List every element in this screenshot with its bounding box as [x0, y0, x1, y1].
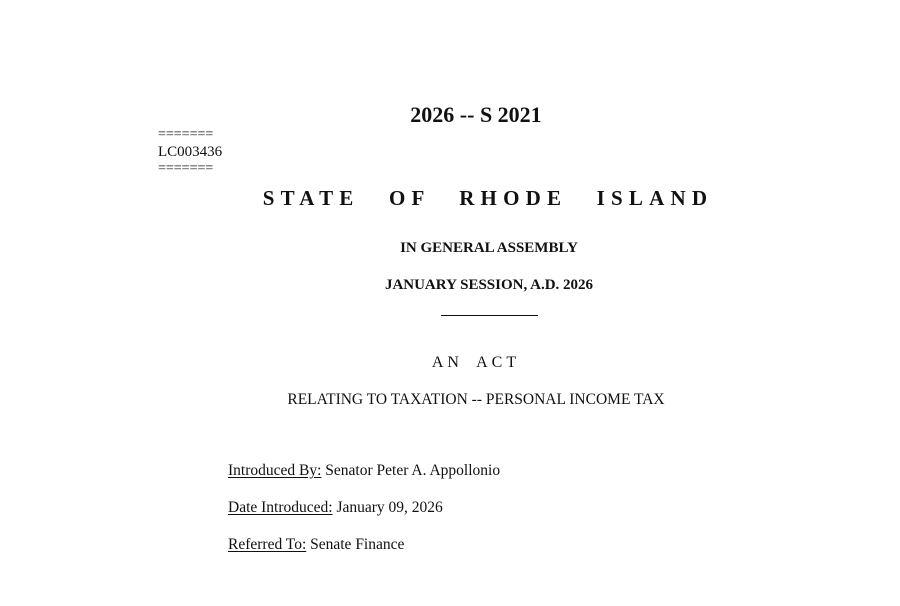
date-introduced-line [228, 497, 443, 519]
referred-to-line [228, 534, 404, 556]
lc-rule-bottom: ======= [158, 161, 214, 176]
bill-number: 2026 -- S 2021 [410, 102, 542, 127]
introduced-by-value: Senator Peter A. Appollonio [321, 462, 501, 479]
act-title: AN ACT [431, 354, 521, 371]
assembly-heading: IN GENERAL ASSEMBLY [400, 240, 578, 256]
lc-code-block [158, 129, 222, 175]
state-heading: STATE OF RHODE ISLAND [262, 186, 714, 210]
lc-rule-top: ======= [158, 127, 214, 142]
introduced-by-label: Introduced By: [228, 462, 322, 479]
referred-to-label: Referred To: [228, 536, 307, 553]
introduced-by-line [228, 460, 500, 482]
session-heading: JANUARY SESSION, A.D. 2026 [384, 277, 594, 293]
heading-divider [441, 315, 538, 316]
date-introduced-label: Date Introduced: [228, 499, 333, 516]
lc-code: LC003436 [158, 144, 223, 160]
date-introduced-value: January 09, 2026 [332, 499, 443, 516]
referred-to-value: Senate Finance [306, 536, 405, 553]
act-subject: RELATING TO TAXATION -- PERSONAL INCOME TAX [287, 391, 665, 408]
